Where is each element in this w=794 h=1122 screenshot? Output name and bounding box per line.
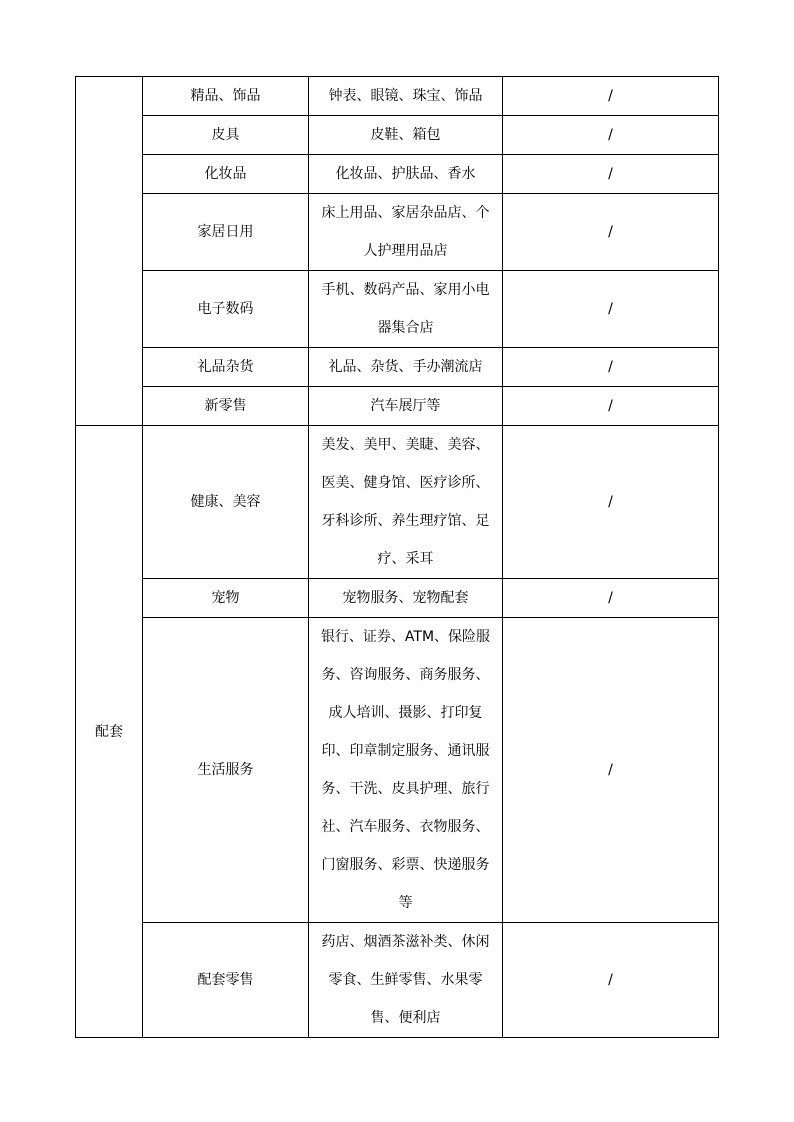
description-cell: 美发、美甲、美睫、美容、医美、健身馆、医疗诊所、牙科诊所、养生理疗馆、足疗、采耳	[309, 426, 503, 579]
note-cell: /	[503, 579, 719, 618]
note-cell: /	[503, 387, 719, 426]
subcategory-cell: 配套零售	[143, 923, 309, 1038]
table-row	[76, 426, 719, 579]
subcategory-cell: 电子数码	[143, 271, 309, 348]
description-cell: 化妆品、护肤品、香水	[309, 155, 503, 194]
description-cell: 药店、烟酒茶滋补类、休闲零食、生鲜零售、水果零售、便利店	[309, 923, 503, 1038]
subcategory-cell: 家居日用	[143, 194, 309, 271]
table-row	[76, 155, 719, 194]
description-cell: 汽车展厅等	[309, 387, 503, 426]
description-cell: 床上用品、家居杂品店、个人护理用品店	[309, 194, 503, 271]
note-cell: /	[503, 618, 719, 923]
subcategory-cell: 生活服务	[143, 618, 309, 923]
table-row	[76, 923, 719, 1038]
description-cell: 礼品、杂货、手办潮流店	[309, 348, 503, 387]
table-row	[76, 387, 719, 426]
subcategory-cell: 新零售	[143, 387, 309, 426]
subcategory-cell: 精品、饰品	[143, 77, 309, 116]
note-cell: /	[503, 923, 719, 1038]
category-cell: 配套	[76, 426, 143, 1038]
table-row	[76, 618, 719, 923]
table-row	[76, 194, 719, 271]
description-cell: 手机、数码产品、家用小电器集合店	[309, 271, 503, 348]
note-cell: /	[503, 77, 719, 116]
note-cell: /	[503, 426, 719, 579]
table-row	[76, 116, 719, 155]
note-cell: /	[503, 116, 719, 155]
note-cell: /	[503, 348, 719, 387]
description-cell: 宠物服务、宠物配套	[309, 579, 503, 618]
note-cell: /	[503, 155, 719, 194]
note-cell: /	[503, 194, 719, 271]
category-table	[75, 76, 719, 1038]
subcategory-cell: 健康、美容	[143, 426, 309, 579]
subcategory-cell: 礼品杂货	[143, 348, 309, 387]
description-cell: 皮鞋、箱包	[309, 116, 503, 155]
subcategory-cell: 皮具	[143, 116, 309, 155]
table-row	[76, 77, 719, 116]
table-row	[76, 579, 719, 618]
table-row	[76, 271, 719, 348]
description-cell: 钟表、眼镜、珠宝、饰品	[309, 77, 503, 116]
note-cell: /	[503, 271, 719, 348]
subcategory-cell: 化妆品	[143, 155, 309, 194]
subcategory-cell: 宠物	[143, 579, 309, 618]
description-cell: 银行、证券、ATM、保险服务、咨询服务、商务服务、成人培训、摄影、打印复印、印章制定服务、通讯服务、干洗、皮具护理、旅行社、汽车服务、衣物服务、门窗服务、彩票、快递服务等	[309, 618, 503, 923]
category-cell	[76, 77, 143, 426]
table-row	[76, 348, 719, 387]
